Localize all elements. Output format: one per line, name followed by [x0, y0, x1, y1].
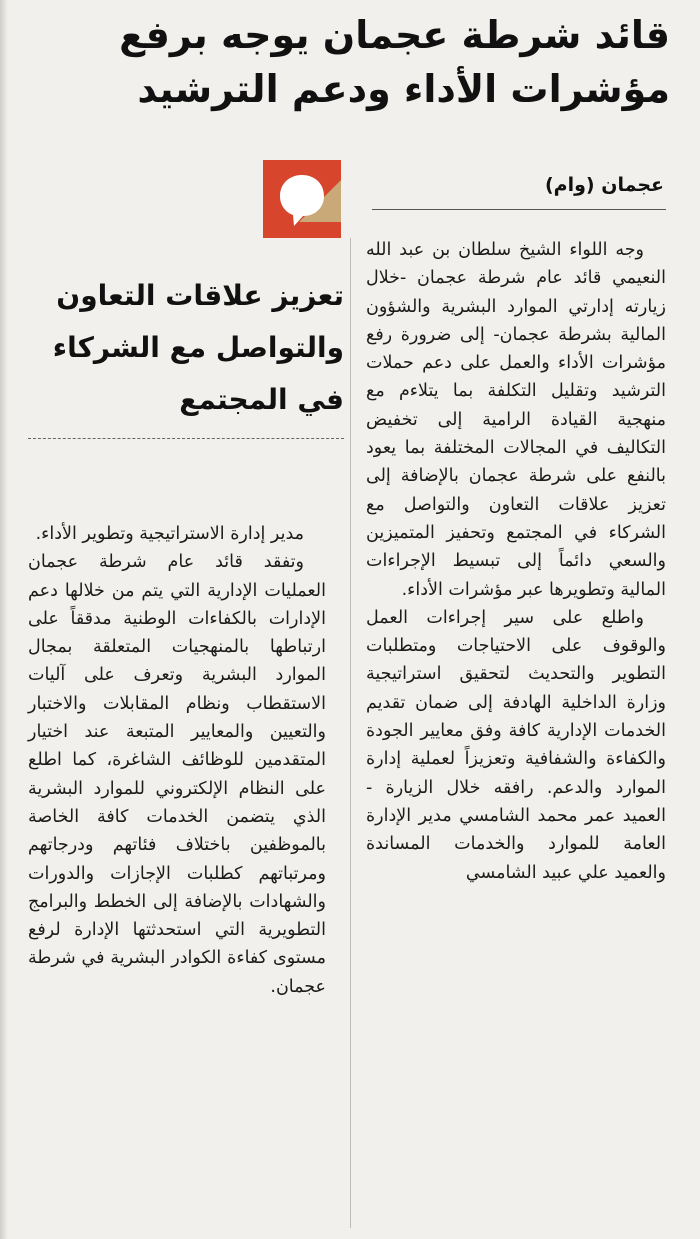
- subhead-divider: [28, 438, 344, 439]
- paragraph: وجه اللواء الشيخ سلطان بن عبد الله النعيمي قائد عام شرطة عجمان -خلال زيارته إدارتي الموارد البشرية والشؤون المالية بشرطة عجمان- إلى ضرورة رفع مؤشرات الأداء والعمل على دعم حملات الترشيد وتقليل التكلفة بما يتلاءم مع منهجية القيادة الرامية إلى تخفيض التكاليف في المجالات المختلفة بما يعود بالنفع على شرطة عجمان بالإضافة إلى تعزيز علاقات التعاون والتواصل مع الشركاء في المجتمع وتحفيز المتميزين والسعي دائماً إلى تبسيط الإجراءات المالية وتطويرها عبر مؤشرات الأداء.: [366, 240, 666, 600]
- speech-bubble-icon: [263, 160, 341, 238]
- article-headline: [20, 8, 670, 116]
- article-column-left: [28, 520, 326, 1001]
- article-subheading: [28, 270, 344, 426]
- subhead-line-1: تعزيز علاقات التعاون: [56, 279, 344, 312]
- source-divider: [372, 209, 666, 210]
- article-column-right: [366, 236, 666, 887]
- scan-edge-shadow: [0, 0, 8, 1239]
- news-source: عجمان (وام): [545, 174, 664, 196]
- column-divider: [350, 238, 351, 1228]
- subhead-line-2: والتواصل مع الشركاء: [52, 331, 344, 364]
- subhead-line-3: في المجتمع: [179, 383, 344, 416]
- paragraph: وتفقد قائد عام شرطة عجمان العمليات الإدارية التي يتم من خلالها دعم الإدارات بالكفاءات الوطنية مدققاً على ارتباطها بالمنهجيات المتعلقة بمجال الموارد البشرية وتعرف على آليات الاستقطاب ونظام المقابلات والاختبار والتعيين والمعايير المتبعة عند اختيار المتقدمين للوظائف الشاغرة، كما اطلع على النظام الإلكتروني للموارد البشرية الذي يتضمن الخدمات كافة الخاصة بالموظفين باختلاف فئاتهم ودرجاتهم ومرتباتهم كطلبات الإجازات والدورات والشهادات بالإضافة إلى الخطط والبرامج التطويرية التي استحدثتها الإدارة لرفع مستوى كفاءة الكوادر البشرية في شرطة عجمان.: [28, 552, 326, 997]
- paragraph: واطلع على سير إجراءات العمل والوقوف على الاحتياجات ومتطلبات التطوير والتحديث لتحقيق استراتيجية وزارة الداخلية الهادفة إلى ضمان تقديم الخدمات الإدارية كافة وفق معايير الجودة والكفاءة والشفافية وتعزيزاً لعملية إدارة الموارد والدعم. رافقه خلال الزيارة - العميد عمر محمد الشامسي مدير الإدارة العامة للموارد والخدمات المساندة والعميد علي عبيد الشامسي: [366, 607, 666, 883]
- headline-line-2: مؤشرات الأداء ودعم الترشيد: [137, 67, 670, 111]
- headline-line-1: قائد شرطة عجمان يوجه برفع: [119, 13, 670, 57]
- paragraph: مدير إدارة الاستراتيجية وتطوير الأداء.: [35, 524, 304, 544]
- newspaper-logo: [263, 160, 341, 238]
